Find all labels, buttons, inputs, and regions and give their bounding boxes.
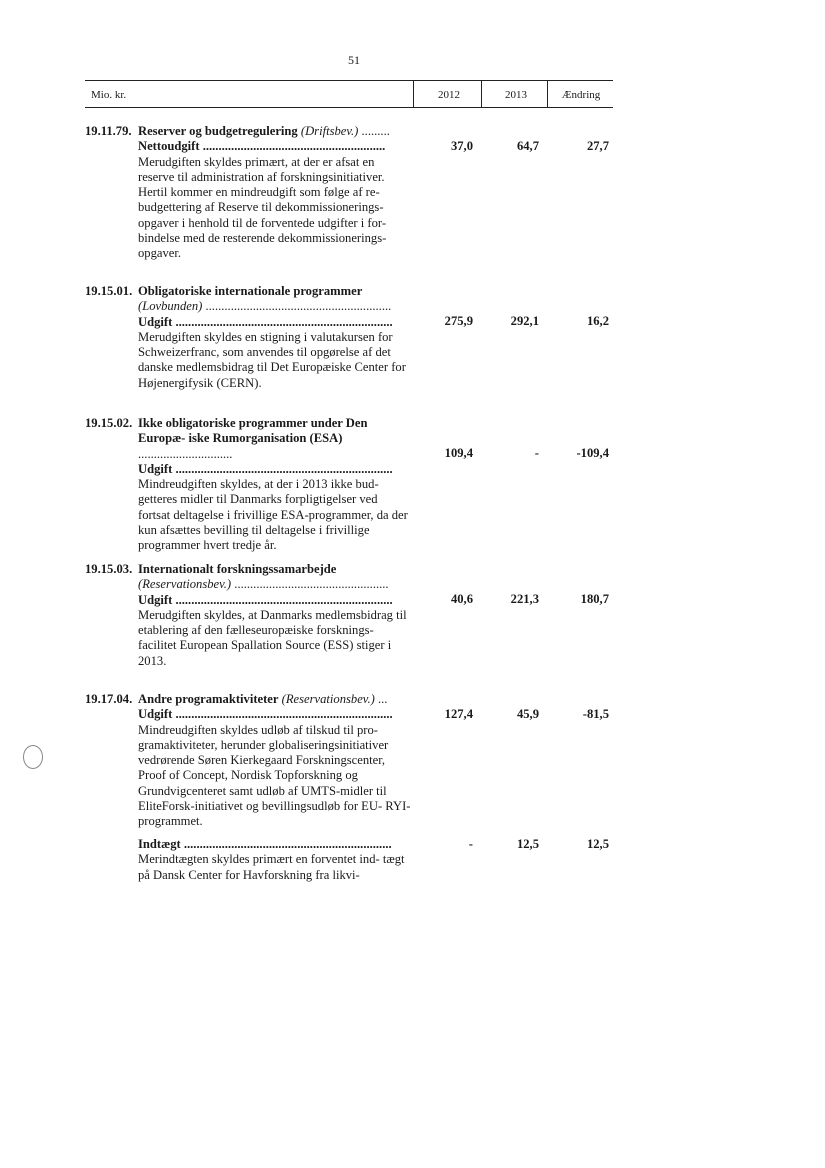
punch-hole-mark	[23, 745, 43, 769]
entry-title: Ikke obligatoriske programmer under Den Europæ- iske Rumorganisation (ESA)	[138, 416, 368, 446]
row-label: Udgift	[138, 707, 173, 722]
value-2012: 37,0	[450, 139, 473, 153]
value-2012: 275,9	[444, 314, 473, 328]
column-2012: 2012	[438, 89, 460, 101]
unit-label: Mio. kr.	[91, 89, 127, 101]
entry-description: Mindreudgiften skyldes, at der i 2013 ikke bud- getteres midler til Danmarks forpligtigelser ved fortsat deltagelse i frivillige ESA-programmer, da der kun afsættes bevilling til deltagelse i frivillige programmer hvert tredje år.	[138, 477, 408, 553]
entry-description: Merindtægten skyldes primært en forventet ind- tægt på Dansk Center for Havforskning fra likvi-	[138, 852, 405, 882]
value-2013: 221,3	[510, 592, 539, 606]
entry-description: Merudgiften skyldes en stigning i valutakursen for Schweizerfranc, som anvendes til opgørelse af det danske medlemsbidrag til Det Europæiske Center for Højenergifysik (CERN).	[138, 329, 406, 390]
account-code: 19.11.79.	[85, 124, 132, 138]
entry-title: Andre programaktiviteter	[138, 692, 279, 706]
value-2013: 64,7	[516, 139, 539, 153]
budget-entry	[85, 692, 613, 830]
page-number: 51	[348, 53, 360, 67]
entry-title-note: (Reservationsbev.)	[281, 692, 375, 706]
value-2012: 40,6	[450, 592, 473, 606]
title-leader: ..............................	[138, 446, 233, 461]
value-change: -81,5	[582, 707, 609, 721]
row-label: Udgift	[138, 592, 173, 607]
value-change: 16,2	[586, 314, 609, 328]
value-2012: 109,4	[444, 446, 473, 460]
column-2013: 2013	[505, 89, 527, 101]
title-leader: .................................................	[231, 577, 389, 592]
value-change: -109,4	[576, 446, 609, 460]
account-code: 19.15.01.	[85, 284, 133, 298]
entry-title: Reserver og budgetregulering	[138, 124, 298, 138]
row-leader: .....................................................................	[172, 461, 393, 476]
row-leader: .....................................................................	[172, 592, 393, 607]
column-divider	[413, 81, 414, 107]
table-header	[85, 80, 613, 108]
value-2013: 12,5	[516, 837, 539, 851]
title-leader: ...	[374, 692, 388, 706]
row-label: Indtægt	[138, 837, 181, 851]
value-2013: 292,1	[510, 314, 539, 328]
value-change: 12,5	[586, 837, 609, 851]
account-code: 19.15.02.	[85, 416, 133, 430]
value-2013: -	[534, 446, 539, 460]
row-leader: ..........................................................	[199, 139, 386, 154]
row-leader: .....................................................................	[172, 314, 393, 329]
entry-description: Merudgiften skyldes, at Danmarks medlemsbidrag til etablering af den fælleseuropæiske forsknings- facilitet European Spallation Source (ESS) stiger i 2013.	[138, 607, 407, 668]
entry-description: Mindreudgiften skyldes udløb af tilskud til pro- gramaktiviteter, herunder globaliseringsinitiativer vedrørende Søren Kierkegaard Forskningscenter, Proof of Concept, Nordisk Topforskning og Grundvigcenteret samt udløb af UMTS-midler til EliteForsk-initiativet og bevillingsudløb for EU- RYI-programmet.	[138, 722, 411, 829]
account-code: 19.15.03.	[85, 562, 133, 576]
row-leader: ..................................................................	[180, 837, 392, 851]
value-change: 180,7	[580, 592, 609, 606]
column-change: Ændring	[561, 89, 601, 101]
row-label: Udgift	[138, 461, 173, 476]
row-label: Nettoudgift	[138, 139, 200, 154]
value-2012: -	[468, 837, 473, 851]
value-2012: 127,4	[444, 707, 473, 721]
entry-title-note: (Lovbunden)	[138, 299, 203, 314]
row-label: Udgift	[138, 314, 173, 329]
title-leader: .........	[358, 124, 390, 138]
budget-entry	[85, 284, 613, 391]
entry-title: Internationalt forskningssamarbejde	[138, 562, 337, 576]
budget-entry	[85, 124, 613, 262]
budget-entry	[85, 416, 613, 554]
entry-description: Merudgiften skyldes primært, at der er afsat en reserve til administration af forskningsinitiativer. Hertil kommer en mindreudgift som følge af re- budgettering af Reserve til dekommissionerings- opgaver i henhold til de forventede udgifter i for- bindelse med de resterende dekommissionerings- opgaver.	[138, 154, 387, 261]
budget-entry	[85, 837, 613, 883]
value-change: 27,7	[586, 139, 609, 153]
entry-title-note: (Reservationsbev.)	[138, 577, 232, 592]
budget-entry	[85, 562, 613, 669]
entry-title: Obligatoriske internationale programmer	[138, 284, 363, 298]
value-2013: 45,9	[516, 707, 539, 721]
entry-title-note: (Driftsbev.)	[300, 124, 359, 138]
account-code: 19.17.04.	[85, 692, 133, 706]
title-leader: ...........................................................	[202, 299, 392, 314]
row-leader: .....................................................................	[172, 707, 393, 722]
